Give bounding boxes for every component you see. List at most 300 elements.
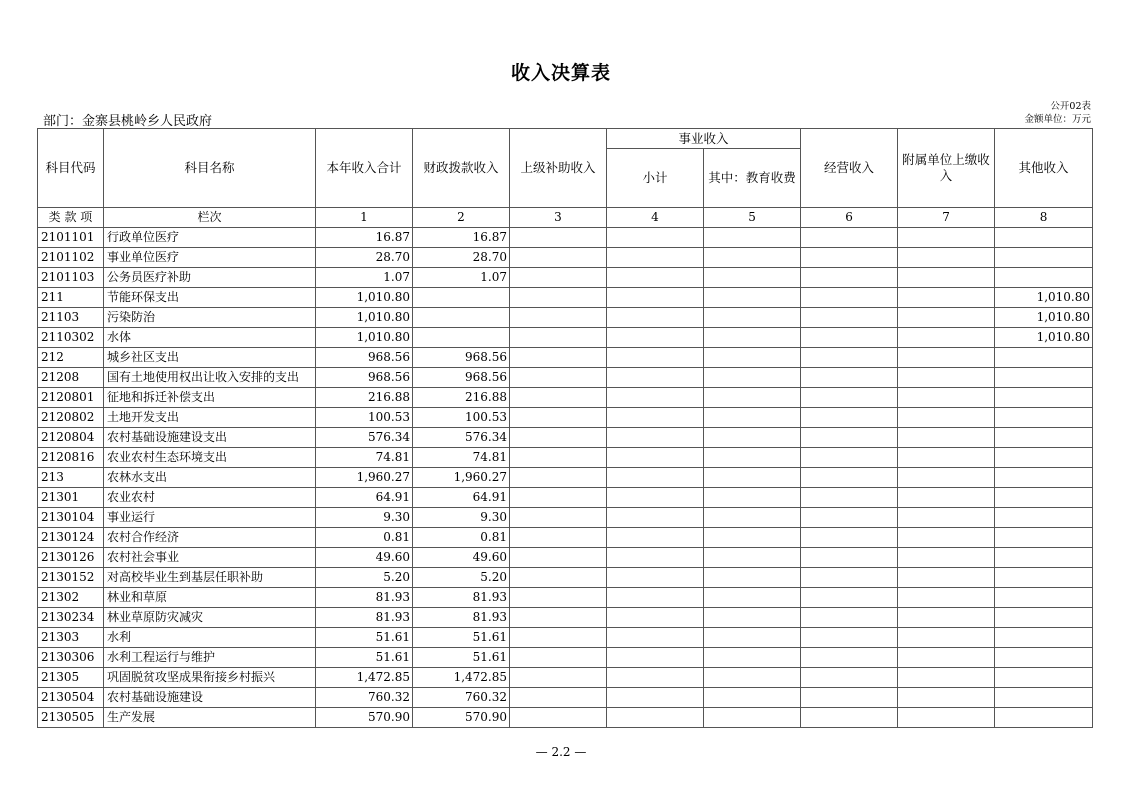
row-total: 81.93 bbox=[316, 588, 413, 608]
row-code: 2130505 bbox=[38, 708, 104, 728]
row-fiscal: 570.90 bbox=[413, 708, 510, 728]
row-total: 49.60 bbox=[316, 548, 413, 568]
row-name: 污染防治 bbox=[104, 308, 316, 328]
row-name: 水利 bbox=[104, 628, 316, 648]
row-fiscal: 576.34 bbox=[413, 428, 510, 448]
table-row bbox=[38, 448, 1093, 468]
row-operating bbox=[801, 308, 898, 328]
row-operating bbox=[801, 568, 898, 588]
row-other bbox=[995, 268, 1093, 288]
row-fiscal: 81.93 bbox=[413, 608, 510, 628]
row-business-edu bbox=[704, 268, 801, 288]
table-row bbox=[38, 628, 1093, 648]
row-business-subtotal bbox=[607, 228, 704, 248]
row-business-edu bbox=[704, 368, 801, 388]
row-code: 2130126 bbox=[38, 548, 104, 568]
row-business-subtotal bbox=[607, 688, 704, 708]
row-total: 100.53 bbox=[316, 408, 413, 428]
row-code: 212 bbox=[38, 348, 104, 368]
row-code: 2120804 bbox=[38, 428, 104, 448]
row-superior bbox=[510, 528, 607, 548]
header-superior: 上级补助收入 bbox=[510, 129, 607, 208]
row-fiscal bbox=[413, 288, 510, 308]
row-business-subtotal bbox=[607, 508, 704, 528]
row-superior bbox=[510, 408, 607, 428]
row-name: 林业草原防灾减灾 bbox=[104, 608, 316, 628]
row-name: 国有土地使用权出让收入安排的支出 bbox=[104, 368, 316, 388]
row-total: 64.91 bbox=[316, 488, 413, 508]
row-total: 216.88 bbox=[316, 388, 413, 408]
row-name: 水利工程运行与维护 bbox=[104, 648, 316, 668]
row-affiliated bbox=[898, 708, 995, 728]
row-superior bbox=[510, 228, 607, 248]
row-operating bbox=[801, 688, 898, 708]
index-col: 1 bbox=[316, 208, 413, 228]
table-row bbox=[38, 228, 1093, 248]
row-total: 570.90 bbox=[316, 708, 413, 728]
form-info bbox=[1024, 100, 1091, 126]
table-row bbox=[38, 408, 1093, 428]
row-business-subtotal bbox=[607, 248, 704, 268]
row-operating bbox=[801, 408, 898, 428]
row-business-subtotal bbox=[607, 308, 704, 328]
row-fiscal: 0.81 bbox=[413, 528, 510, 548]
row-fiscal: 760.32 bbox=[413, 688, 510, 708]
row-superior bbox=[510, 548, 607, 568]
row-business-subtotal bbox=[607, 708, 704, 728]
row-total: 5.20 bbox=[316, 568, 413, 588]
row-business-subtotal bbox=[607, 348, 704, 368]
row-affiliated bbox=[898, 328, 995, 348]
row-operating bbox=[801, 668, 898, 688]
index-name: 栏次 bbox=[104, 208, 316, 228]
table-row bbox=[38, 548, 1093, 568]
row-code: 2120816 bbox=[38, 448, 104, 468]
header-affiliated: 附属单位上缴收入 bbox=[898, 129, 995, 208]
row-total: 1,010.80 bbox=[316, 328, 413, 348]
row-business-edu bbox=[704, 588, 801, 608]
row-business-subtotal bbox=[607, 448, 704, 468]
index-col: 4 bbox=[607, 208, 704, 228]
row-total: 28.70 bbox=[316, 248, 413, 268]
table-row bbox=[38, 248, 1093, 268]
row-superior bbox=[510, 468, 607, 488]
row-fiscal: 74.81 bbox=[413, 448, 510, 468]
row-other bbox=[995, 488, 1093, 508]
row-total: 9.30 bbox=[316, 508, 413, 528]
row-name: 事业运行 bbox=[104, 508, 316, 528]
row-operating bbox=[801, 708, 898, 728]
row-total: 576.34 bbox=[316, 428, 413, 448]
table-row bbox=[38, 288, 1093, 308]
row-business-subtotal bbox=[607, 268, 704, 288]
row-fiscal: 968.56 bbox=[413, 368, 510, 388]
row-affiliated bbox=[898, 628, 995, 648]
row-fiscal: 49.60 bbox=[413, 548, 510, 568]
row-name: 农村基础设施建设 bbox=[104, 688, 316, 708]
row-business-subtotal bbox=[607, 388, 704, 408]
row-total: 1,010.80 bbox=[316, 288, 413, 308]
row-other bbox=[995, 628, 1093, 648]
table-row bbox=[38, 268, 1093, 288]
row-name: 土地开发支出 bbox=[104, 408, 316, 428]
row-fiscal bbox=[413, 308, 510, 328]
row-business-edu bbox=[704, 688, 801, 708]
table-row bbox=[38, 308, 1093, 328]
row-business-edu bbox=[704, 548, 801, 568]
row-affiliated bbox=[898, 228, 995, 248]
row-business-subtotal bbox=[607, 548, 704, 568]
row-other bbox=[995, 668, 1093, 688]
row-operating bbox=[801, 348, 898, 368]
row-name: 征地和拆迁补偿支出 bbox=[104, 388, 316, 408]
row-other bbox=[995, 528, 1093, 548]
row-fiscal: 28.70 bbox=[413, 248, 510, 268]
table-row bbox=[38, 528, 1093, 548]
row-business-subtotal bbox=[607, 368, 704, 388]
row-code: 213 bbox=[38, 468, 104, 488]
row-fiscal: 16.87 bbox=[413, 228, 510, 248]
header-code: 科目代码 bbox=[38, 129, 104, 208]
row-code: 2130234 bbox=[38, 608, 104, 628]
row-superior bbox=[510, 328, 607, 348]
row-total: 16.87 bbox=[316, 228, 413, 248]
row-superior bbox=[510, 288, 607, 308]
row-business-edu bbox=[704, 328, 801, 348]
table-row bbox=[38, 368, 1093, 388]
row-code: 21305 bbox=[38, 668, 104, 688]
row-total: 0.81 bbox=[316, 528, 413, 548]
row-name: 行政单位医疗 bbox=[104, 228, 316, 248]
row-superior bbox=[510, 708, 607, 728]
row-name: 林业和草原 bbox=[104, 588, 316, 608]
row-operating bbox=[801, 528, 898, 548]
row-affiliated bbox=[898, 688, 995, 708]
row-operating bbox=[801, 248, 898, 268]
row-affiliated bbox=[898, 308, 995, 328]
row-operating bbox=[801, 328, 898, 348]
index-code: 类 款 项 bbox=[38, 208, 104, 228]
row-code: 21103 bbox=[38, 308, 104, 328]
row-code: 21208 bbox=[38, 368, 104, 388]
row-other bbox=[995, 428, 1093, 448]
row-code: 211 bbox=[38, 288, 104, 308]
row-superior bbox=[510, 508, 607, 528]
row-operating bbox=[801, 228, 898, 248]
row-affiliated bbox=[898, 268, 995, 288]
table-row bbox=[38, 428, 1093, 448]
row-code: 2101102 bbox=[38, 248, 104, 268]
row-other bbox=[995, 568, 1093, 588]
row-superior bbox=[510, 448, 607, 468]
row-business-subtotal bbox=[607, 568, 704, 588]
table-row bbox=[38, 608, 1093, 628]
row-affiliated bbox=[898, 368, 995, 388]
row-fiscal: 100.53 bbox=[413, 408, 510, 428]
department-label: 部门：金寨县桃岭乡人民政府 bbox=[43, 114, 213, 129]
row-business-edu bbox=[704, 228, 801, 248]
row-name: 对高校毕业生到基层任职补助 bbox=[104, 568, 316, 588]
row-affiliated bbox=[898, 548, 995, 568]
row-fiscal: 64.91 bbox=[413, 488, 510, 508]
row-fiscal bbox=[413, 328, 510, 348]
header-other: 其他收入 bbox=[995, 129, 1093, 208]
row-operating bbox=[801, 468, 898, 488]
row-total: 74.81 bbox=[316, 448, 413, 468]
row-superior bbox=[510, 428, 607, 448]
row-code: 21301 bbox=[38, 488, 104, 508]
table-row bbox=[38, 328, 1093, 348]
row-business-subtotal bbox=[607, 468, 704, 488]
row-other: 1,010.80 bbox=[995, 288, 1093, 308]
row-operating bbox=[801, 508, 898, 528]
row-superior bbox=[510, 348, 607, 368]
row-operating bbox=[801, 588, 898, 608]
row-business-edu bbox=[704, 708, 801, 728]
row-operating bbox=[801, 288, 898, 308]
index-col: 6 bbox=[801, 208, 898, 228]
row-affiliated bbox=[898, 428, 995, 448]
table-row bbox=[38, 668, 1093, 688]
row-fiscal: 9.30 bbox=[413, 508, 510, 528]
row-affiliated bbox=[898, 488, 995, 508]
page-title: 收入决算表 bbox=[510, 62, 611, 84]
row-business-subtotal bbox=[607, 288, 704, 308]
row-other: 1,010.80 bbox=[995, 308, 1093, 328]
row-business-edu bbox=[704, 448, 801, 468]
row-affiliated bbox=[898, 248, 995, 268]
row-superior bbox=[510, 488, 607, 508]
row-other bbox=[995, 368, 1093, 388]
row-total: 1,960.27 bbox=[316, 468, 413, 488]
index-col: 5 bbox=[704, 208, 801, 228]
row-business-subtotal bbox=[607, 608, 704, 628]
row-operating bbox=[801, 488, 898, 508]
row-total: 968.56 bbox=[316, 348, 413, 368]
row-other bbox=[995, 708, 1093, 728]
row-code: 2130124 bbox=[38, 528, 104, 548]
row-superior bbox=[510, 588, 607, 608]
row-business-edu bbox=[704, 288, 801, 308]
header-fiscal: 财政拨款收入 bbox=[413, 129, 510, 208]
table-row bbox=[38, 688, 1093, 708]
table-row bbox=[38, 588, 1093, 608]
table-row bbox=[38, 488, 1093, 508]
row-total: 968.56 bbox=[316, 368, 413, 388]
row-superior bbox=[510, 268, 607, 288]
row-name: 公务员医疗补助 bbox=[104, 268, 316, 288]
row-business-edu bbox=[704, 348, 801, 368]
row-affiliated bbox=[898, 288, 995, 308]
row-code: 21303 bbox=[38, 628, 104, 648]
row-other bbox=[995, 688, 1093, 708]
table-row bbox=[38, 648, 1093, 668]
row-other bbox=[995, 548, 1093, 568]
row-affiliated bbox=[898, 448, 995, 468]
row-other bbox=[995, 388, 1093, 408]
row-total: 1.07 bbox=[316, 268, 413, 288]
row-superior bbox=[510, 648, 607, 668]
row-code: 2130104 bbox=[38, 508, 104, 528]
row-business-subtotal bbox=[607, 528, 704, 548]
row-total: 51.61 bbox=[316, 628, 413, 648]
row-name: 农村合作经济 bbox=[104, 528, 316, 548]
row-name: 城乡社区支出 bbox=[104, 348, 316, 368]
row-superior bbox=[510, 248, 607, 268]
row-business-edu bbox=[704, 488, 801, 508]
row-other bbox=[995, 248, 1093, 268]
row-code: 2101101 bbox=[38, 228, 104, 248]
row-other bbox=[995, 508, 1093, 528]
row-code: 2130504 bbox=[38, 688, 104, 708]
row-affiliated bbox=[898, 608, 995, 628]
row-name: 巩固脱贫攻坚成果衔接乡村振兴 bbox=[104, 668, 316, 688]
row-total: 81.93 bbox=[316, 608, 413, 628]
row-business-subtotal bbox=[607, 428, 704, 448]
income-table bbox=[37, 128, 1093, 728]
row-other bbox=[995, 408, 1093, 428]
row-operating bbox=[801, 548, 898, 568]
row-fiscal: 1,960.27 bbox=[413, 468, 510, 488]
row-name: 节能环保支出 bbox=[104, 288, 316, 308]
row-business-subtotal bbox=[607, 648, 704, 668]
row-total: 760.32 bbox=[316, 688, 413, 708]
row-operating bbox=[801, 428, 898, 448]
row-superior bbox=[510, 608, 607, 628]
row-affiliated bbox=[898, 388, 995, 408]
row-code: 2120802 bbox=[38, 408, 104, 428]
row-other bbox=[995, 588, 1093, 608]
row-other bbox=[995, 228, 1093, 248]
row-affiliated bbox=[898, 408, 995, 428]
row-operating bbox=[801, 648, 898, 668]
row-code: 2130152 bbox=[38, 568, 104, 588]
row-business-subtotal bbox=[607, 628, 704, 648]
row-affiliated bbox=[898, 588, 995, 608]
row-name: 农业农村 bbox=[104, 488, 316, 508]
row-name: 农业农村生态环境支出 bbox=[104, 448, 316, 468]
row-operating bbox=[801, 388, 898, 408]
row-total: 1,010.80 bbox=[316, 308, 413, 328]
row-business-subtotal bbox=[607, 488, 704, 508]
row-superior bbox=[510, 628, 607, 648]
table-row bbox=[38, 508, 1093, 528]
row-affiliated bbox=[898, 668, 995, 688]
row-operating bbox=[801, 448, 898, 468]
table-row bbox=[38, 708, 1093, 728]
row-business-edu bbox=[704, 388, 801, 408]
row-other: 1,010.80 bbox=[995, 328, 1093, 348]
row-superior bbox=[510, 388, 607, 408]
row-business-subtotal bbox=[607, 328, 704, 348]
row-business-edu bbox=[704, 248, 801, 268]
row-operating bbox=[801, 268, 898, 288]
row-business-edu bbox=[704, 568, 801, 588]
index-col: 2 bbox=[413, 208, 510, 228]
row-other bbox=[995, 348, 1093, 368]
row-business-edu bbox=[704, 608, 801, 628]
row-superior bbox=[510, 688, 607, 708]
row-affiliated bbox=[898, 568, 995, 588]
page-number: — 2.2 — bbox=[535, 745, 587, 759]
table-row bbox=[38, 348, 1093, 368]
row-other bbox=[995, 468, 1093, 488]
row-name: 事业单位医疗 bbox=[104, 248, 316, 268]
row-name: 农村社会事业 bbox=[104, 548, 316, 568]
row-name: 农林水支出 bbox=[104, 468, 316, 488]
row-superior bbox=[510, 668, 607, 688]
header-business: 事业收入 bbox=[607, 129, 801, 149]
row-total: 51.61 bbox=[316, 648, 413, 668]
table-row bbox=[38, 388, 1093, 408]
row-other bbox=[995, 608, 1093, 628]
row-other bbox=[995, 448, 1093, 468]
row-total: 1,472.85 bbox=[316, 668, 413, 688]
header-total: 本年收入合计 bbox=[316, 129, 413, 208]
row-name: 水体 bbox=[104, 328, 316, 348]
row-affiliated bbox=[898, 348, 995, 368]
row-fiscal: 81.93 bbox=[413, 588, 510, 608]
row-code: 2120801 bbox=[38, 388, 104, 408]
row-fiscal: 216.88 bbox=[413, 388, 510, 408]
row-business-edu bbox=[704, 308, 801, 328]
row-fiscal: 51.61 bbox=[413, 648, 510, 668]
row-affiliated bbox=[898, 508, 995, 528]
row-business-edu bbox=[704, 468, 801, 488]
row-operating bbox=[801, 628, 898, 648]
row-operating bbox=[801, 608, 898, 628]
row-operating bbox=[801, 368, 898, 388]
row-code: 2110302 bbox=[38, 328, 104, 348]
row-name: 生产发展 bbox=[104, 708, 316, 728]
form-number: 公开02表 bbox=[1050, 101, 1091, 112]
row-business-edu bbox=[704, 408, 801, 428]
row-superior bbox=[510, 568, 607, 588]
row-business-subtotal bbox=[607, 668, 704, 688]
row-fiscal: 51.61 bbox=[413, 628, 510, 648]
row-business-edu bbox=[704, 648, 801, 668]
index-col: 3 bbox=[510, 208, 607, 228]
row-business-edu bbox=[704, 428, 801, 448]
row-superior bbox=[510, 368, 607, 388]
row-other bbox=[995, 648, 1093, 668]
header-subtotal: 小计 bbox=[607, 149, 704, 208]
row-business-edu bbox=[704, 628, 801, 648]
row-fiscal: 1.07 bbox=[413, 268, 510, 288]
row-fiscal: 5.20 bbox=[413, 568, 510, 588]
row-code: 2101103 bbox=[38, 268, 104, 288]
row-code: 2130306 bbox=[38, 648, 104, 668]
header-name: 科目名称 bbox=[104, 129, 316, 208]
row-affiliated bbox=[898, 648, 995, 668]
row-name: 农村基础设施建设支出 bbox=[104, 428, 316, 448]
header-edu: 其中：教育收费 bbox=[704, 149, 801, 208]
row-fiscal: 1,472.85 bbox=[413, 668, 510, 688]
table-row bbox=[38, 568, 1093, 588]
row-business-edu bbox=[704, 668, 801, 688]
row-business-subtotal bbox=[607, 408, 704, 428]
amount-unit: 金额单位：万元 bbox=[1024, 114, 1091, 125]
row-fiscal: 968.56 bbox=[413, 348, 510, 368]
index-col: 7 bbox=[898, 208, 995, 228]
index-col: 8 bbox=[995, 208, 1093, 228]
row-affiliated bbox=[898, 468, 995, 488]
header-operating: 经营收入 bbox=[801, 129, 898, 208]
row-business-edu bbox=[704, 528, 801, 548]
row-business-subtotal bbox=[607, 588, 704, 608]
row-code: 21302 bbox=[38, 588, 104, 608]
row-affiliated bbox=[898, 528, 995, 548]
